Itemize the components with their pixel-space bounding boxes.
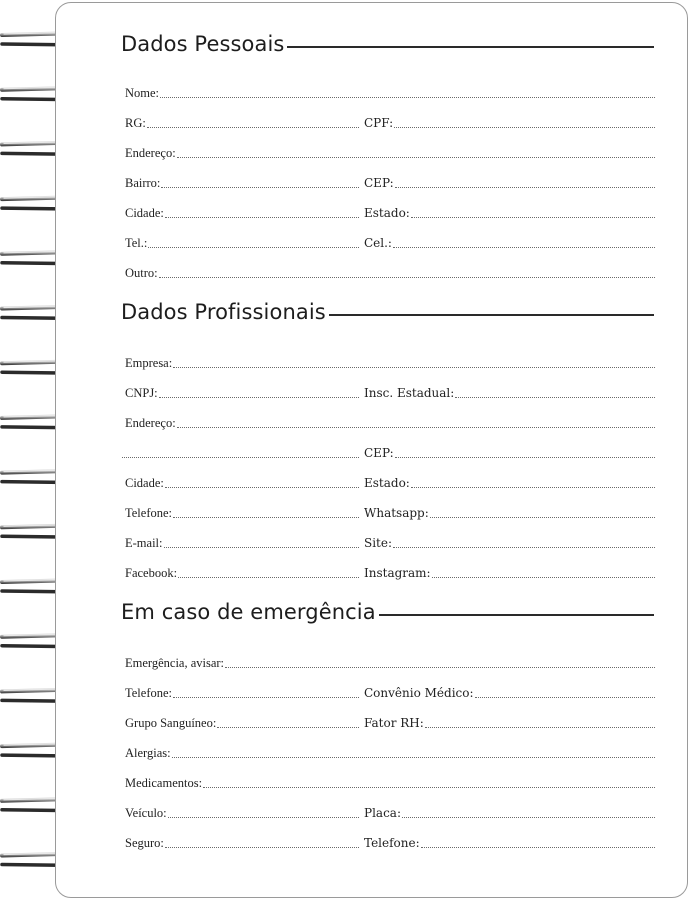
field-label: Site: xyxy=(364,536,393,550)
field-endereco[interactable] xyxy=(125,412,655,430)
field-cnpj[interactable] xyxy=(125,382,359,400)
dotted-writing-line[interactable] xyxy=(122,456,359,458)
field-label: Placa: xyxy=(364,806,401,820)
form-row xyxy=(0,712,690,730)
form-row xyxy=(0,802,690,820)
form-row xyxy=(0,412,690,430)
field-label: Seguro: xyxy=(125,836,164,850)
field-grupo-sanguineo[interactable] xyxy=(125,712,359,730)
field-label: Medicamentos: xyxy=(125,776,203,790)
field-label: Grupo Sanguíneo: xyxy=(125,716,217,730)
dotted-writing-line[interactable] xyxy=(165,486,359,488)
field-label: Facebook: xyxy=(125,566,178,580)
dotted-writing-line[interactable] xyxy=(430,516,655,518)
dotted-writing-line[interactable] xyxy=(411,486,655,488)
dotted-writing-line[interactable] xyxy=(172,756,655,758)
section-header-em-caso-de-emergencia xyxy=(121,597,654,627)
section-rule xyxy=(329,314,654,316)
dotted-writing-line[interactable] xyxy=(455,396,655,398)
dotted-writing-line[interactable] xyxy=(225,666,655,668)
field-label: Telefone: xyxy=(125,686,173,700)
dotted-writing-line[interactable] xyxy=(148,246,359,248)
field-nome[interactable] xyxy=(125,82,655,100)
field-alergias[interactable] xyxy=(125,742,655,760)
field-label: Fator RH: xyxy=(364,716,424,730)
field-label: Cidade: xyxy=(125,476,164,490)
form-row xyxy=(0,772,690,790)
field-telefone[interactable] xyxy=(364,832,655,850)
dotted-writing-line[interactable] xyxy=(421,846,655,848)
field-bairro[interactable] xyxy=(125,172,359,190)
field-label: Estado: xyxy=(364,206,410,220)
field-label: Veículo: xyxy=(125,806,167,820)
form-row xyxy=(0,502,690,520)
field-label: Tel.: xyxy=(125,236,148,250)
field-label: Outro: xyxy=(125,266,158,280)
dotted-writing-line[interactable] xyxy=(159,276,655,278)
field-label: Endereço: xyxy=(125,146,176,160)
dotted-writing-line[interactable] xyxy=(159,396,359,398)
field-blank[interactable] xyxy=(121,442,359,460)
dotted-writing-line[interactable] xyxy=(393,246,655,248)
section-header-dados-pessoais xyxy=(121,29,654,59)
field-label: Endereço: xyxy=(125,416,176,430)
field-estado[interactable] xyxy=(364,472,655,490)
field-cidade[interactable] xyxy=(125,472,359,490)
field-label: Nome: xyxy=(125,86,160,100)
dotted-writing-line[interactable] xyxy=(395,456,655,458)
field-label: Whatsapp: xyxy=(364,506,429,520)
field-rg[interactable] xyxy=(125,112,359,130)
field-label: Empresa: xyxy=(125,356,173,370)
field-label: Telefone: xyxy=(125,506,173,520)
dotted-writing-line[interactable] xyxy=(395,186,655,188)
section-rule xyxy=(379,614,654,616)
field-label: Alergias: xyxy=(125,746,171,760)
field-seguro[interactable] xyxy=(125,832,359,850)
field-cpf[interactable] xyxy=(364,112,655,130)
form-row xyxy=(0,232,690,250)
field-fator-rh[interactable] xyxy=(364,712,655,730)
form-row xyxy=(0,352,690,370)
section-title: Em caso de emergência xyxy=(121,600,376,624)
field-empresa[interactable] xyxy=(125,352,655,370)
section-header-dados-profissionais xyxy=(121,297,654,327)
dotted-writing-line[interactable] xyxy=(425,726,655,728)
dotted-writing-line[interactable] xyxy=(402,816,655,818)
field-cep[interactable] xyxy=(364,442,655,460)
form-row xyxy=(0,682,690,700)
dotted-writing-line[interactable] xyxy=(173,696,359,698)
field-label: CPF: xyxy=(364,116,394,130)
dotted-writing-line[interactable] xyxy=(217,726,359,728)
field-emergencia-avisar[interactable] xyxy=(125,652,655,670)
field-instagram[interactable] xyxy=(364,562,655,580)
dotted-writing-line[interactable] xyxy=(165,216,359,218)
dotted-writing-line[interactable] xyxy=(177,426,655,428)
form-row xyxy=(0,112,690,130)
form-row xyxy=(0,442,690,460)
dotted-writing-line[interactable] xyxy=(168,816,359,818)
form-row xyxy=(0,652,690,670)
dotted-writing-line[interactable] xyxy=(160,96,655,98)
form-row xyxy=(0,832,690,850)
form-row xyxy=(0,202,690,220)
field-veiculo[interactable] xyxy=(125,802,359,820)
field-tel[interactable] xyxy=(125,232,359,250)
field-medicamentos[interactable] xyxy=(125,772,655,790)
field-outro[interactable] xyxy=(125,262,655,280)
field-facebook[interactable] xyxy=(125,562,359,580)
field-label: Instagram: xyxy=(364,566,431,580)
field-site[interactable] xyxy=(364,532,655,550)
field-whatsapp[interactable] xyxy=(364,502,655,520)
field-cel[interactable] xyxy=(364,232,655,250)
section-title: Dados Pessoais xyxy=(121,32,285,56)
field-label: CEP: xyxy=(364,176,394,190)
form-row xyxy=(0,172,690,190)
field-label: Convênio Médico: xyxy=(364,686,474,700)
field-cidade[interactable] xyxy=(125,202,359,220)
field-label: CEP: xyxy=(364,446,394,460)
field-e-mail[interactable] xyxy=(125,532,359,550)
dotted-writing-line[interactable] xyxy=(147,126,359,128)
form-row xyxy=(0,382,690,400)
field-label: CNPJ: xyxy=(125,386,158,400)
field-insc-estadual[interactable] xyxy=(364,382,655,400)
dotted-writing-line[interactable] xyxy=(161,186,359,188)
dotted-writing-line[interactable] xyxy=(393,546,655,548)
field-label: Cidade: xyxy=(125,206,164,220)
field-convenio-medico[interactable] xyxy=(364,682,655,700)
form-row xyxy=(0,742,690,760)
dotted-writing-line[interactable] xyxy=(173,516,359,518)
field-placa[interactable] xyxy=(364,802,655,820)
field-telefone[interactable] xyxy=(125,502,359,520)
dotted-writing-line[interactable] xyxy=(411,216,655,218)
field-label: Bairro: xyxy=(125,176,161,190)
dotted-writing-line[interactable] xyxy=(177,156,655,158)
field-label: Estado: xyxy=(364,476,410,490)
dotted-writing-line[interactable] xyxy=(394,126,655,128)
field-label: RG: xyxy=(125,116,146,130)
form-row xyxy=(0,142,690,160)
dotted-writing-line[interactable] xyxy=(164,546,360,548)
section-title: Dados Profissionais xyxy=(121,300,326,324)
dotted-writing-line[interactable] xyxy=(173,366,655,368)
field-telefone[interactable] xyxy=(125,682,359,700)
form-row xyxy=(0,82,690,100)
form-row xyxy=(0,562,690,580)
dotted-writing-line[interactable] xyxy=(165,846,359,848)
dotted-writing-line[interactable] xyxy=(475,696,655,698)
section-rule xyxy=(287,46,654,48)
dotted-writing-line[interactable] xyxy=(203,786,655,788)
form-row xyxy=(0,532,690,550)
field-label: Cel.: xyxy=(364,236,392,250)
dotted-writing-line[interactable] xyxy=(178,576,359,578)
field-cep[interactable] xyxy=(364,172,655,190)
field-endereco[interactable] xyxy=(125,142,655,160)
field-label: Telefone: xyxy=(364,836,420,850)
field-label: Emergência, avisar: xyxy=(125,656,225,670)
field-label: E-mail: xyxy=(125,536,163,550)
field-estado[interactable] xyxy=(364,202,655,220)
dotted-writing-line[interactable] xyxy=(432,576,655,578)
form-row xyxy=(0,472,690,490)
form-row xyxy=(0,262,690,280)
field-label: Insc. Estadual: xyxy=(364,386,455,400)
